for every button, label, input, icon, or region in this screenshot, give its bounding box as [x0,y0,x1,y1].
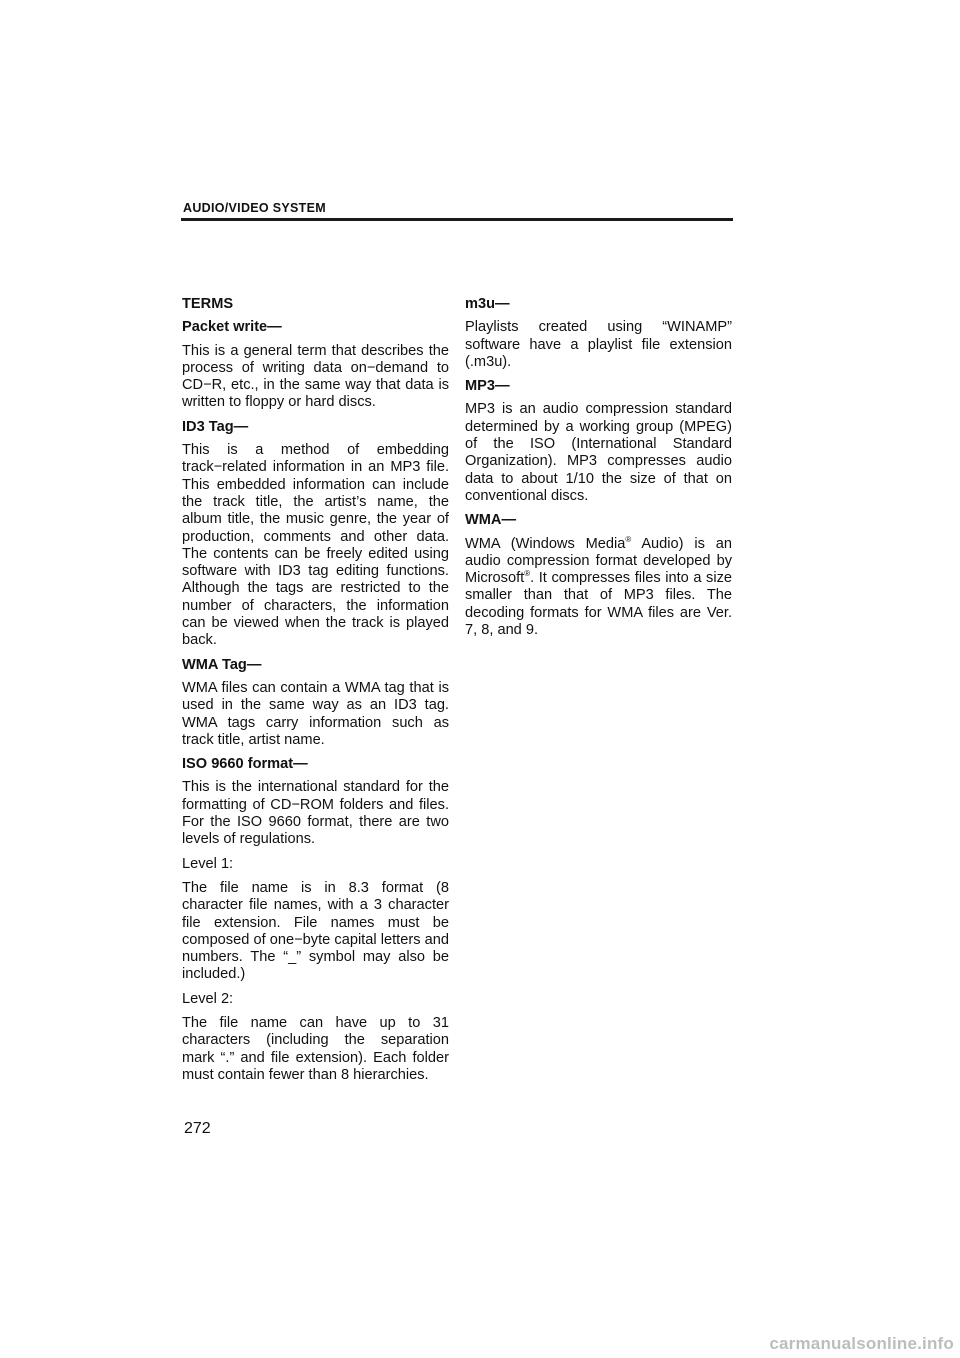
registered-mark: ® [625,534,632,544]
wma-text-part: . It compresses files into a size smaller than that of MP3 files. The decoding formats for WMA files are Ver. 7, 8, and 9. [465,570,732,639]
term-paragraph: The file name can have up to 31 characters (including the separation mark “.” and file extension). Each folder must contain fewer than 8 hierarchies. [182,1014,449,1083]
term-paragraph: Level 2: [182,990,234,1007]
term-paragraph: The file name is in 8.3 format (8 character file names, with a 3 character file extension. File names must be composed of one−byte capital letters and numbers. The “_” symbol may also be included.) [182,879,449,983]
header-rule [181,218,733,221]
page-number: 272 [184,1120,211,1137]
term-paragraph: This is a general term that describes the process of writing data on−demand to CD−R, etc., in the same way that data is written to floppy or hard discs. [182,342,449,411]
term-heading: ID3 Tag— [182,418,249,435]
registered-mark: ® [524,569,531,579]
wma-text-part: Audio) is an audio compression format developed by Microsoft [465,535,732,587]
term-heading: TERMS [182,296,234,312]
term-heading: WMA Tag— [182,656,262,673]
term-paragraph: WMA files can contain a WMA tag that is used in the same way as an ID3 tag. WMA tags carry information such as track title, artist name. [182,679,449,748]
left-column [182,296,449,1091]
term-heading: Packet write— [182,319,282,336]
m3u-paragraph: Playlists created using “WINAMP” software have a playlist file extension (.m3u). [465,319,732,370]
section-header: AUDIO/VIDEO SYSTEM [183,201,326,215]
mp3-heading: MP3— [465,378,510,395]
wma-heading: WMA— [465,512,517,529]
m3u-heading: m3u— [465,296,510,312]
mp3-paragraph: MP3 is an audio compression standard determined by a working group (MPEG) of the ISO (International Standard Organization). MP3 compresses audio data to about 1/10 the size of that on conventional discs. [465,401,732,504]
term-paragraph: This is the international standard for the formatting of CD−ROM folders and files. For the ISO 9660 format, there are two levels of regulations. [182,779,449,848]
watermark: carmanualsonline.info [769,1334,954,1353]
wma-text-part: WMA (Windows Media [465,535,626,552]
term-paragraph: Level 1: [182,855,234,872]
wma-paragraph [465,536,732,640]
term-paragraph: This is a method of embedding track−related information in an MP3 file. This embedded information can include the track title, the artist’s name, the album title, the music genre, the year of production, comments and other data. The contents can be freely edited using software with ID3 tag editing functions. Although the tags are restricted to the number of characters, the information can be viewed when the track is played back. [182,442,449,649]
term-heading: ISO 9660 format— [182,756,308,773]
right-column [465,296,732,646]
